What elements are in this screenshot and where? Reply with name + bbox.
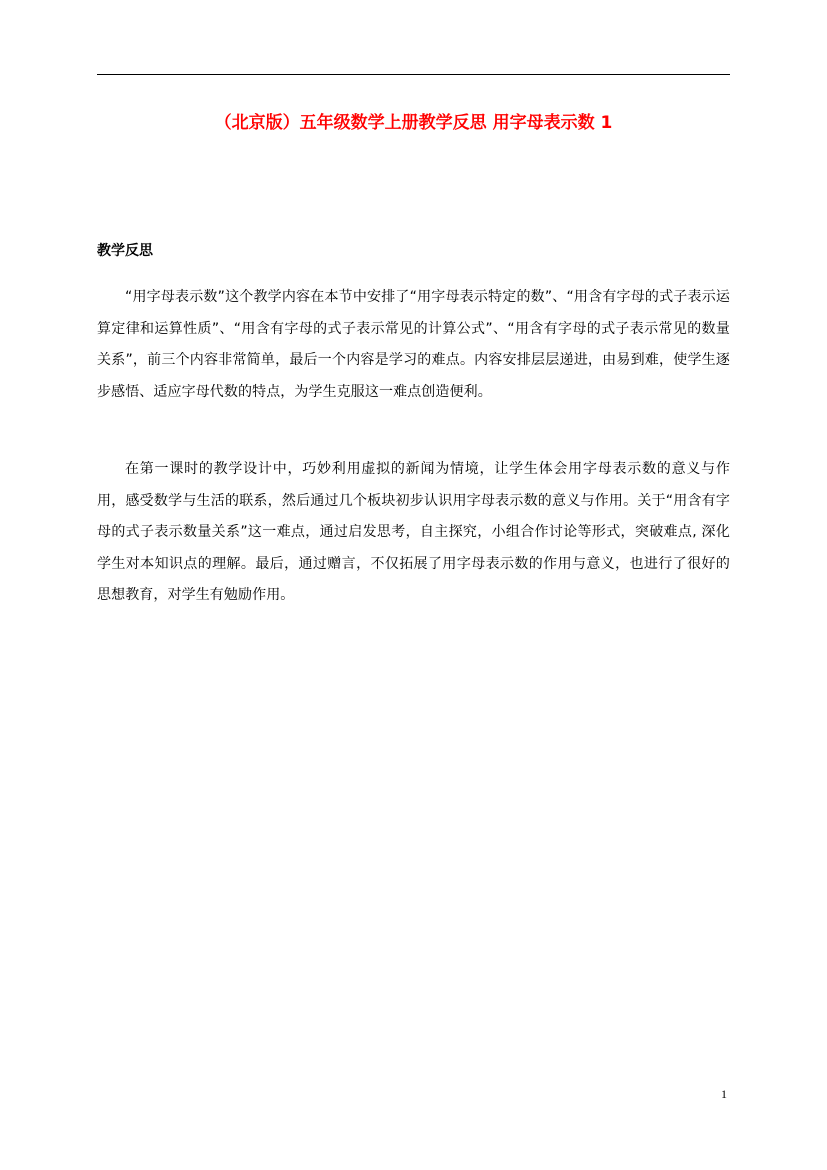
page-number: 1: [721, 1087, 727, 1101]
section-heading: 教学反思: [97, 243, 153, 259]
body-paragraph: “用字母表示数”这个教学内容在本节中安排了“用字母表示特定的数”、“用含有字母的式子表示运算定律和运算性质”、“用含有字母的式子表示常见的计算公式”、“用含有字母的式子表示常见的数量关系”，前三个内容非常简单，最后一个内容是学习的难点。内容安排层层递进，由易到难，使学生逐步感悟、适应字母代数的特点，为学生克服这一难点创造便利。: [97, 289, 730, 400]
body-paragraph: 在第一课时的教学设计中，巧妙利用虚拟的新闻为情境，让学生体会用字母表示数的意义与作用，感受数学与生活的联系，然后通过几个板块初步认识用字母表示数的意义与作用。关于“用含有字母的式子表示数量关系”这一难点，通过启发思考，自主探究，小组合作讨论等形式，突破难点, 深化学生对本知识点的理解。最后，通过赠言，不仅拓展了用字母表示数的作用与意义，也进行了很好的思想教育，对学生有勉励作用。: [97, 461, 730, 603]
header-rule: [97, 74, 730, 75]
document-title: （北京版）五年级数学上册教学反思 用字母表示数 1: [214, 113, 613, 133]
